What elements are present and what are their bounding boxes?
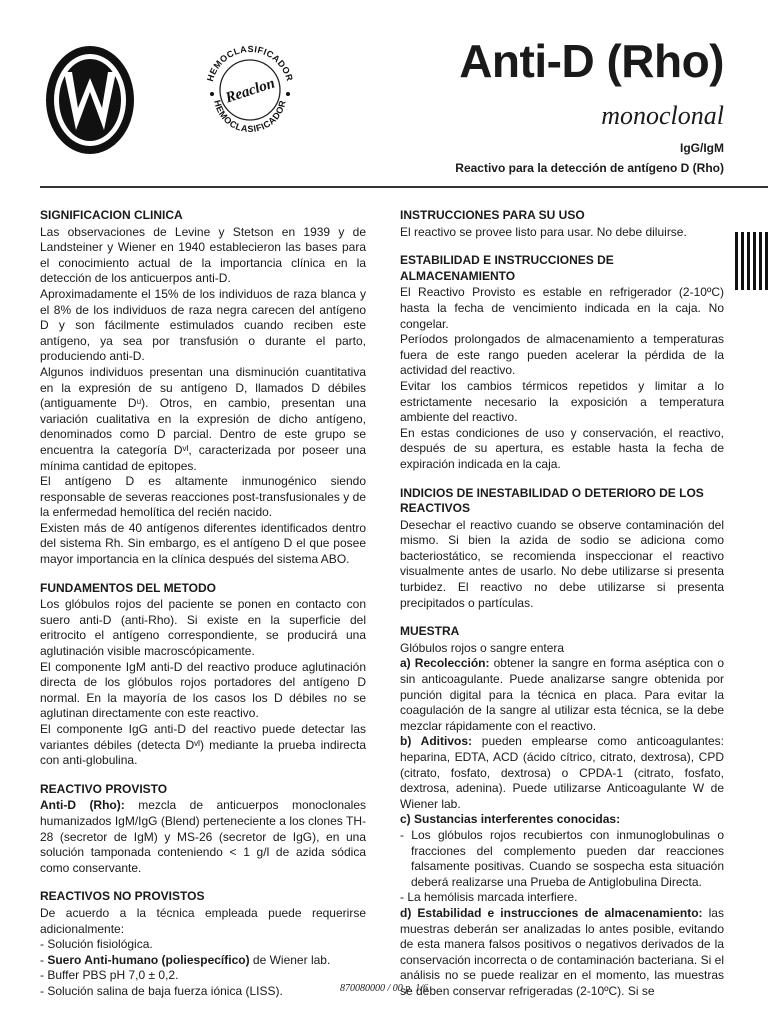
hemoclasificador-seal (200, 40, 300, 140)
list-item: - La hemólisis marcada interfiere. (400, 890, 578, 905)
paragraph: El reactivo se provee listo para usar. No debe diluirse. (400, 224, 687, 239)
list-item: - Solución fisiológica. (40, 937, 153, 952)
section-title: INDICIOS DE INESTABILIDAD O DETERIORO DE LOS REACTIVOS (400, 485, 704, 516)
paragraph: El componente IgM anti-D del reactivo produce aglutinación directa de los glóbulos rojos portadores del antígeno D normal. En la mayoría de los casos los D débiles no se aglutinan directamente con este reactivo. (40, 659, 366, 721)
paragraph: Las observaciones de Levine y Stetson en 1939 y de Landsteiner y Wiener en 1940 establecieron las bases para el conocimiento actual de la importancia clínica en la detección de los anticuerpos anti-D. (40, 224, 366, 286)
paragraph: Los glóbulos rojos del paciente se ponen en contacto con suero anti-D (anti-Rho). Si existe en la superficie del eritrocito el antígeno correspondiente, se producirá una aglutinación visible macroscópicamente. (40, 597, 366, 659)
paragraph: Períodos prolongados de almacenamiento a temperaturas fuera de este rango pueden acelerar la pérdida de la actividad del reactivo. (400, 332, 724, 378)
term: Suero Anti-humano (poliespecífico) (47, 952, 250, 967)
section-estabilidad (400, 253, 724, 472)
header-rule (40, 186, 768, 188)
section-title: REACTIVO PROVISTO (40, 781, 168, 796)
section-muestra (400, 624, 724, 999)
paragraph (40, 798, 366, 876)
section-title: SIGNIFICACION CLINICA (40, 208, 183, 222)
paragraph: En estas condiciones de uso y conservación, el reactivo, después de su apertura, es estable hasta la fecha de expiración indicada en la caja. (400, 425, 724, 471)
paragraph: a) Recolección: obtener la sangre en forma aséptica con o sin anticoagulante. Puede analizarse sangre obtenida por punción digital para la técnica en placa. Para evitar la coagulación de la sangre al utilizar esta técnica, se la debe mezclar rápidamente con el reactivo. (400, 656, 725, 733)
seal-bottom-text: HEMOCLASIFICADOR (212, 99, 288, 135)
section-title: MUESTRA (400, 624, 460, 639)
section-title: INSTRUCCIONES PARA SU USO (400, 208, 585, 222)
paragraph: De acuerdo a la técnica empleada puede requerirse adicionalmente: (40, 905, 366, 936)
list-item: - Suero Anti-humano (poliespecífico) de Wiener lab. (40, 952, 331, 967)
antibody-class: IgG/IgM (680, 141, 724, 155)
list-item: - Buffer PBS pH 7,0 ± 0,2. (40, 968, 179, 983)
term: c) Sustancias interferentes conocidas: (400, 812, 621, 827)
term: d) Estabilidad e instrucciones de almacenamiento: (400, 905, 703, 920)
term: Anti-D (Rho): (40, 798, 125, 813)
term: b) Aditivos: (400, 734, 473, 749)
paragraph: Glóbulos rojos o sangre entera (400, 640, 565, 655)
section-indicios (400, 486, 724, 612)
term-text: mezcla de anticuerpos monoclonales humanizados IgM/IgG (Blend) perteneciente a los clones TH-28 (secretor de IgM) y MS-26 (secretor de IgG), en una solución tamponada conteniendo < 1 g/l de azida sódica como conservante. (40, 798, 367, 875)
page-footer: 870080000 / 00 p. 1/6 (339, 983, 429, 994)
section-significacion (40, 208, 366, 568)
right-column (400, 208, 724, 1013)
paragraph: El Reactivo Provisto es estable en refrigerador (2-10ºC) hasta la fecha de vencimiento indicada en la caja. No congelar. (400, 285, 724, 331)
paragraph: Aproximadamente el 15% de los individuos de raza blanca y el 8% de los individuos de raza negra carecen del antígeno D y son fácilmente estimulados cuando reciben este antígeno, ya sea por transfusión o durante el parto, produciendo anti-D. (40, 286, 366, 364)
product-subtitle: monoclonal (601, 101, 724, 130)
reagent-description: Reactivo para la detección de antígeno D (Rho) (455, 161, 724, 175)
paragraph: Desechar el reactivo cuando se observe contaminación del mismo. Si bien la azida de sodio se adiciona como bacteriostático, se recomienda inspeccionar el reactivo visualmente antes de usarlo. No debe utilizarse si presenta turbidez. El reactivo no debe utilizarse si presenta precipitados o partículas. (400, 517, 724, 610)
wiener-logo (44, 44, 136, 156)
seal-center-text: Reaclon (223, 75, 277, 107)
paragraph: d) Estabilidad e instrucciones de almacenamiento: las muestras deberán ser analizadas lo antes posible, evitando de esta manera falsos positivos o negativos derivados de la conservación incorrecta o de contaminación bacteriana. Si el análisis no se puede realizar en el momento, las muestras se deben conservar refrigeradas (2-10ºC). Si se (400, 905, 724, 998)
left-column (40, 208, 366, 1013)
svg-text:HEMOCLASIFICADOR (205, 44, 295, 83)
paragraph: El componente IgG anti-D del reactivo puede detectar las variantes débiles (detecta Dᵛᴵ) mediante la prueba indirecta con anti-globulina. (40, 722, 366, 768)
product-title: Anti-D (Rho) (459, 35, 724, 87)
paragraph: Evitar los cambios térmicos repetidos y limitar a lo estrictamente necesario la exposición a temperatura ambiente del reactivo. (400, 378, 724, 425)
list-item: - Solución salina de baja fuerza iónica (LISS). (40, 983, 283, 998)
section-instrucciones (400, 208, 724, 240)
list (400, 828, 724, 906)
section-fundamentos (40, 581, 366, 769)
list-item: - Los glóbulos rojos recubiertos con inmunoglobulinas o fracciones del complemento pueden dar reacciones falsamente positivas. Cuando se sospecha esta situación deberá realizarse una Prueba de Antiglobulina Directa. (400, 827, 724, 889)
seal-top-text: HEMOCLASIFICADOR (205, 43, 295, 83)
paragraph: b) Aditivos: pueden emplearse como anticoagulantes: heparina, EDTA, ACD (ácido cítrico, citrato, dextrosa), CPD (citrato, fosfato, dextrosa) o CPDA-1 (citrato, fosfato, dextrosa, adenina). Puede utilizarse Anticoagulante W de Wiener lab. (400, 734, 724, 811)
section-reactivo-provisto (40, 782, 366, 877)
section-title: REACTIVOS NO PROVISTOS (40, 889, 205, 904)
paragraph: El antígeno D es altamente inmunogénico siendo responsable de severas reacciones post-transfusionales y de la enfermedad hemolítica del recién nacido. (40, 474, 366, 520)
paragraph: Algunos individuos presentan una disminución cuantitativa en la expresión de su antígeno D, llamados D débiles (antiguamente Dᵘ). Otros, en cambio, presentan una variación cualitativa en la expresión de dicho antígeno, denominados como D parcial. Dentro de este grupo se encuentra la categoría Dᵛᴵ, caracterizada por poseer una mínima cantidad de epitopes. (40, 364, 366, 473)
section-title: ESTABILIDAD E INSTRUCCIONES DE ALMACENAMIENTO (400, 253, 614, 283)
paragraph (400, 812, 724, 828)
page-edge-marks (728, 232, 768, 290)
section-title: FUNDAMENTOS DEL METODO (40, 580, 217, 595)
paragraph: Existen más de 40 antígenos diferentes identificados dentro del sistema Rh. Sin embargo, es el antígeno D el que posee mayor importancia en la clínica después del sistema ABO. (40, 520, 366, 567)
term: a) Recolección: (400, 656, 490, 671)
